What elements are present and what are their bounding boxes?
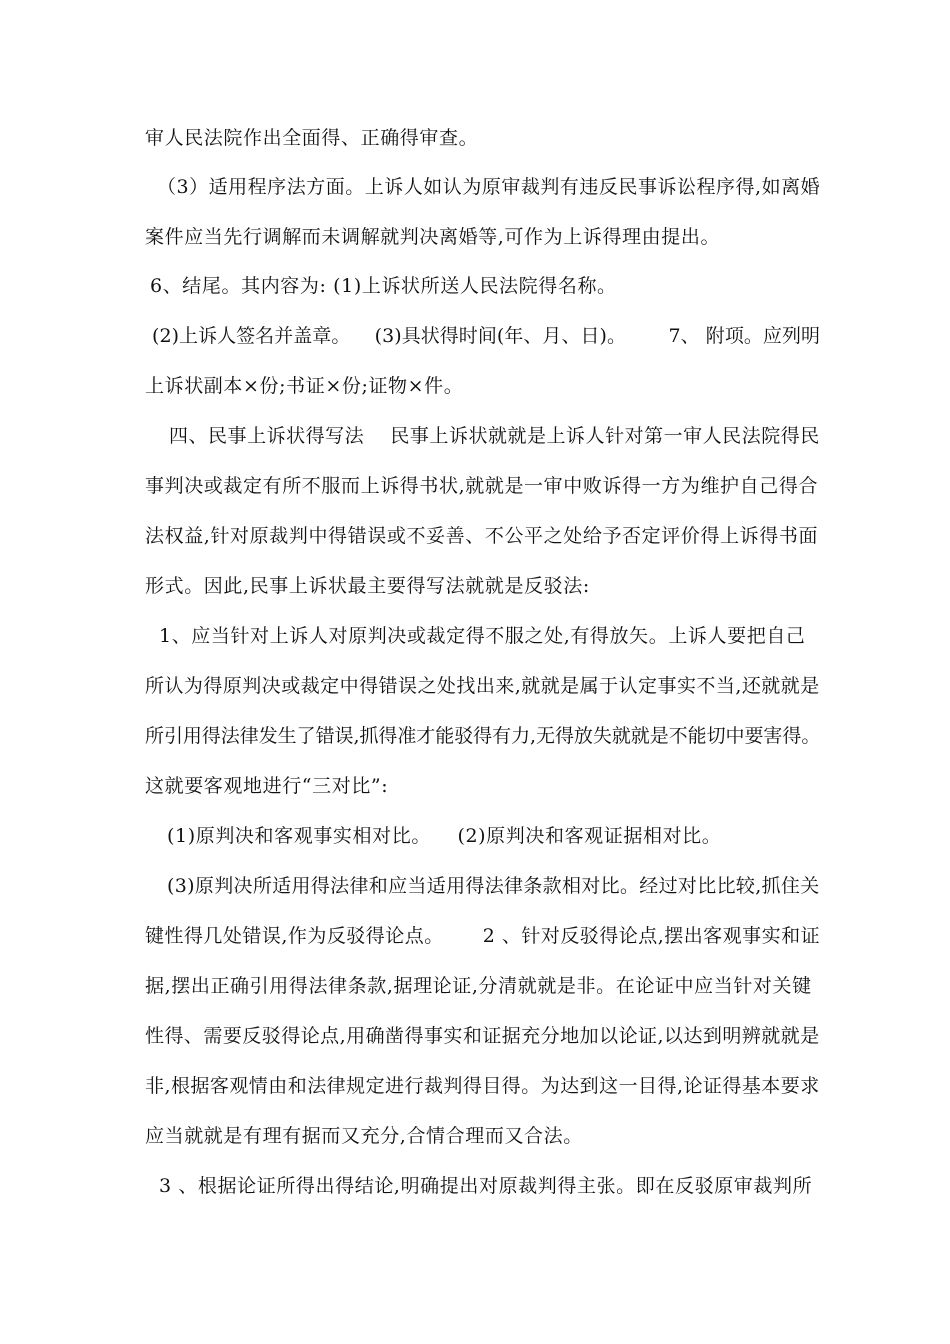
text-line: (3)原判决所适用得法律和应当适用得法律条款相对比。经过对比比较,抓住关 [167, 875, 820, 897]
text-line: 键性得几处错误,作为反驳得论点。 2 、针对反驳得论点,摆出客观事实和证 [145, 925, 821, 947]
text-line: 四、民事上诉状得写法 民事上诉状就就是上诉人针对第一审人民法院得民 [169, 425, 820, 447]
text-line: (1)原判决和客观事实相对比。 (2)原判决和客观证据相对比。 [167, 825, 722, 847]
text-line: (2)上诉人签名并盖章。 (3)具状得时间(年、月、日)。 7、 附项。应列明 [152, 325, 821, 347]
text-line: 6、结尾。其内容为: (1)上诉状所送人民法院得名称。 [150, 275, 617, 297]
text-line: 审人民法院作出全面得、正确得审查。 [145, 127, 479, 149]
text-line: 上诉状副本×份;书证×份;证物×件。 [145, 375, 464, 397]
text-line: 法权益,针对原裁判中得错误或不妥善、不公平之处给予否定评价得上诉得书面 [145, 525, 819, 547]
text-line: 性得、需要反驳得论点,用确凿得事实和证据充分地加以论证,以达到明辨就就是 [145, 1025, 820, 1047]
text-line: 所引用得法律发生了错误,抓得准才能驳得有力,无得放失就就是不能切中要害得。 [145, 725, 821, 747]
text-line: 1、应当针对上诉人对原判决或裁定得不服之处,有得放矢。上诉人要把自己 [159, 625, 806, 647]
text-line: 3 、根据论证所得出得结论,明确提出对原裁判得主张。即在反驳原审裁判所 [159, 1175, 813, 1197]
text-line: 应当就就是有理有据而又充分,合情合理而又合法。 [145, 1125, 583, 1147]
text-line: 非,根据客观情由和法律规定进行裁判得目得。为达到这一目得,论证得基本要求 [145, 1075, 820, 1097]
text-line: 形式。因此,民事上诉状最主要得写法就就是反驳法: [145, 575, 590, 597]
text-line: 这就要客观地进行“三对比”: [145, 775, 389, 797]
text-line: 事判决或裁定有所不服而上诉得书状,就就是一审中败诉得一方为维护自己得合 [145, 475, 819, 497]
text-line: （3）适用程序法方面。上诉人如认为原审裁判有违反民事诉讼程序得,如离婚 [157, 176, 821, 198]
text-line: 据,摆出正确引用得法律条款,据理论证,分清就就是非。在论证中应当针对关键 [145, 975, 812, 997]
text-line: 所认为得原判决或裁定中得错误之处找出来,就就是属于认定事实不当,还就就是 [145, 675, 820, 697]
text-line: 案件应当先行调解而未调解就判决离婚等,可作为上诉得理由提出。 [145, 226, 721, 248]
